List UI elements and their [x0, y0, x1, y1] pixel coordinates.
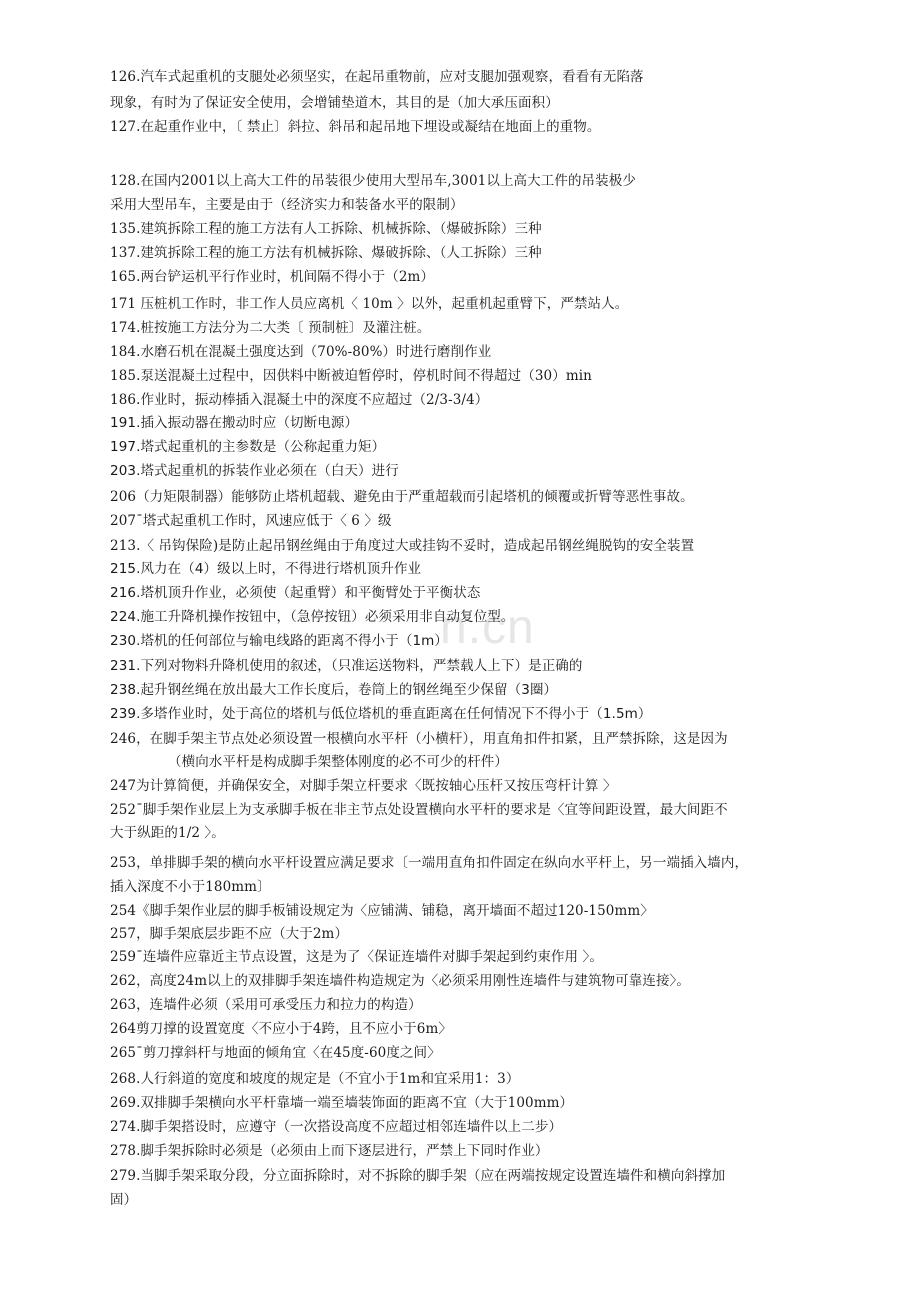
text-line: 238.起升钢丝绳在放出最大工作长度后，卷筒上的钢丝绳至少保留（3圈）	[110, 682, 558, 698]
text-line: 174.桩按施工方法分为二大类〔 预制桩〕及灌注桩。	[110, 320, 431, 336]
text-line: 224.施工升降机操作按钮中，（急停按钮）必须采用非自动复位型。	[110, 609, 515, 625]
text-line: 262，高度24m以上的双排脚手架连墙件构造规定为〈必须采用刚性连墙件与建筑物可靠连接〉。	[110, 973, 690, 989]
text-line: 213.〈 吊钩保险)是防止起吊钢丝绳由于角度过大或挂钩不妥时，造成起吊钢丝绳脱钩的安全装置	[110, 538, 695, 554]
text-line: 254《脚手架作业层的脚手板铺设规定为〈应铺满、铺稳，离开墙面不超过120-150mm〉	[110, 903, 654, 919]
text-line: 185.泵送混凝土过程中，因供料中断被迫暂停时，停机时间不得超过（30）min	[110, 368, 592, 384]
text-line: 现象，有时为了保证安全使用，会增铺垫道木，其目的是（加大承压面积）	[110, 95, 559, 111]
text-line: 239.多塔作业时，处于高位的塔机与低位塔机的垂直距离在任何情况下不得小于（1.5m）	[110, 706, 652, 722]
text-line: 246，在脚手架主节点处必须设置一根横向水平杆（小横杆），用直角扣件扣紧，且严禁拆除，这是因为	[110, 731, 728, 747]
text-line: 216.塔机顶升作业，必须使（起重臂）和平衡臂处于平衡状态	[110, 585, 481, 601]
text-line: 126.汽车式起重机的支腿处必须坚实，在起吊重物前，应对支腿加强观察，看看有无陷落	[110, 69, 644, 85]
text-line: 191.插入振动器在搬动时应（切断电源）	[110, 415, 359, 431]
text-line: 207ˉ塔式起重机工作时，风速应低于〈 6 〉级	[110, 513, 392, 529]
text-line: 263，连墙件必须（采用可承受压力和拉力的构造）	[110, 997, 422, 1013]
text-line: 固）	[110, 1192, 138, 1208]
text-line: 264剪刀撑的设置宽度〈不应小于4跨，且不应小于6m〉	[110, 1021, 452, 1037]
text-line: 128.在国内2001以上高大工件的吊装很少使用大型吊车,3001以上高大工件的吊装极少	[110, 173, 636, 189]
text-line: 186.作业时，振动棒插入混凝土中的深度不应超过（2/3-3/4）	[110, 392, 489, 408]
text-line: 127.在起重作业中，〔 禁止〕斜拉、斜吊和起吊地下埋设或凝结在地面上的重物。	[110, 119, 601, 135]
text-line: 203.塔式起重机的拆装作业必须在（白天）进行	[110, 463, 399, 479]
text-line: 大于纵距的1/2 〉。	[110, 825, 225, 841]
text-line: 231.下列对物料升降机使用的叙述，（只准运送物料，严禁载人上下）是正确的	[110, 658, 583, 674]
text-line: 215.风力在（4）级以上时，不得进行塔机顶升作业	[110, 561, 422, 577]
watermark: n.cn	[440, 601, 535, 654]
text-line: 184.水磨石机在混凝土强度达到（70%-80%）时进行磨削作业	[110, 344, 492, 360]
text-line: 171 压桩机工作时，非工作人员应离机〈 10m 〉以外，起重机起重臂下，严禁站人。	[110, 296, 629, 312]
text-line: 274.脚手架搭设时，应遵守（一次搭设高度不应超过相邻连墙件以上二步）	[110, 1119, 563, 1135]
text-line: 279.当脚手架采取分段，分立面拆除时，对不拆除的脚手架（应在两端按规定设置连墙件和横向斜撑加	[110, 1168, 726, 1184]
text-line: 269.双排脚手架横向水平杆靠墙一端至墙装饰面的距离不宜（大于100mm）	[110, 1095, 574, 1111]
text-line: 197.塔式起重机的主参数是（公称起重力矩）	[110, 439, 386, 455]
text-line: 插入深度不小于180mm〕	[110, 879, 271, 895]
text-line: 137.建筑拆除工程的施工方法有机械拆除、爆破拆除、（人工拆除）三种	[110, 245, 542, 261]
text-line: 247为计算简便，并确保安全，对脚手架立杆要求〈既按轴心压杆又按压弯杆计算 〉	[110, 778, 617, 794]
text-line: 252ˉ脚手架作业层上为支承脚手板在非主节点处设置横向水平杆的要求是〈宜等间距设置，最大间距不	[110, 802, 728, 818]
text-line: （横向水平杆是构成脚手架整体刚度的必不可少的杆件）	[168, 754, 508, 770]
text-line: 253，单排脚手架的横向水平杆设置应满足要求〔一端用直角扣件固定在纵向水平杆上，另一端插入墙内，	[110, 855, 749, 871]
text-line: 采用大型吊车，主要是由于（经济实力和装备水平的限制）	[110, 197, 464, 213]
text-line: 259ˉ连墙件应靠近主节点设置，这是为了〈保证连墙件对脚手架起到约束作用 〉。	[110, 949, 603, 965]
text-line: 278.脚手架拆除时必须是（必须由上而下逐层进行，严禁上下同时作业）	[110, 1143, 549, 1159]
text-line: 206（力矩限制器）能够防止塔机超载、避免由于严重超载而引起塔机的倾覆或折臂等恶性事故。	[110, 489, 694, 505]
text-line: 135.建筑拆除工程的施工方法有人工拆除、机械拆除、（爆破拆除）三种	[110, 221, 542, 237]
text-line: 257，脚手架底层步距不应（大于2m）	[110, 926, 349, 942]
text-line: 265ˉ剪刀撑斜杆与地面的倾角宜〈在45度-60度之间〉	[110, 1045, 441, 1061]
text-line: 268.人行斜道的宽度和坡度的规定是（不宜小于1m和宜采用1：3）	[110, 1071, 520, 1087]
text-line: 230.塔机的任何部位与输电线路的距离不得小于（1m）	[110, 633, 448, 649]
text-line: 165.两台铲运机平行作业时，机间隔不得小于（2m）	[110, 269, 435, 285]
